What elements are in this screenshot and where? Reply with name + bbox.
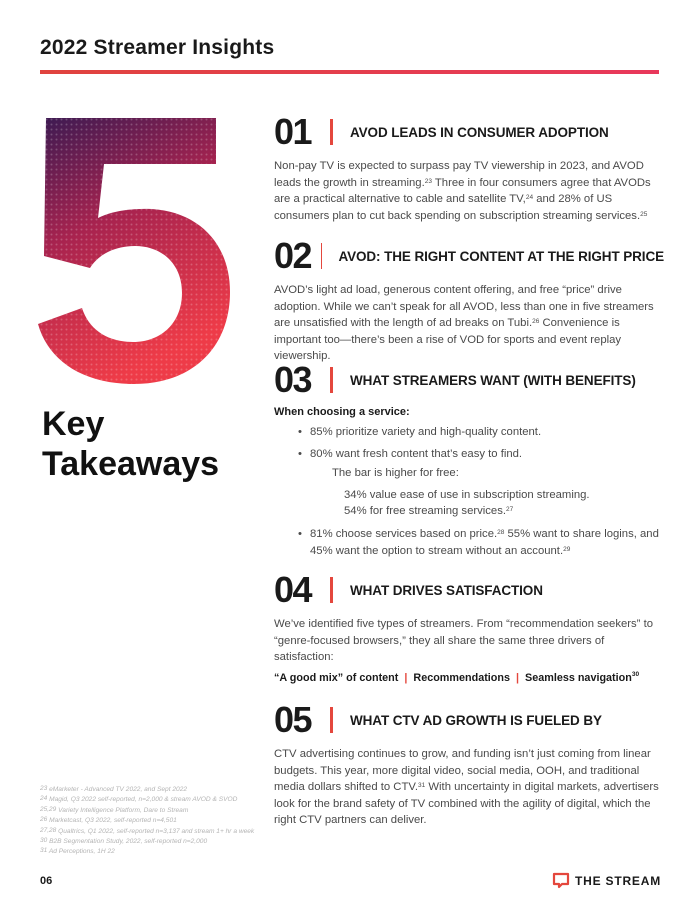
takeaway-number: 01 bbox=[274, 111, 312, 152]
footnote: $^{23}$ eMarketer - Advanced TV 2022, and Sept 2022 bbox=[40, 785, 188, 793]
takeaway-title: AVOD LEADS IN CONSUMER ADOPTION bbox=[350, 124, 609, 140]
key-takeaways-line1: Key bbox=[42, 405, 105, 443]
list-item: • 80% want fresh content that’s easy to find. bbox=[274, 446, 664, 463]
driver-navigation: Seamless navigation bbox=[525, 671, 632, 684]
takeaway-number: 04 bbox=[274, 569, 312, 610]
takeaway-subhead: When choosing a service: bbox=[274, 406, 410, 418]
list-item: • 85% prioritize variety and high-quality content. bbox=[274, 424, 664, 441]
driver-separator: | bbox=[515, 671, 520, 684]
takeaway-number: 02 bbox=[274, 235, 312, 276]
footnote: $^{30}$ B2B Segmentation Study, 2022, self-reported n=2,000 bbox=[40, 837, 208, 846]
takeaway-body: CTV advertising continues to grow, and funding isn’t just coming from linear budgets. This year, more digital video, social media, OOH, and traditional media dollars shifted to CTV.$^{31}$ With uncertainty in digital markets, advertisers look for the brand safety of TV combined with the agility of digital, which the right CTV partners can deliver. bbox=[274, 748, 659, 827]
stream-logo-icon bbox=[552, 872, 570, 889]
footnote: $^{26}$ Marketcast, Q3 2022, self-reported n=4,501 bbox=[40, 816, 177, 825]
brand-logo bbox=[552, 872, 661, 889]
takeaway-03 bbox=[274, 360, 664, 564]
footnotes bbox=[40, 785, 270, 858]
takeaway-title: WHAT DRIVES SATISFACTION bbox=[350, 582, 543, 598]
footnote: $^{31}$ Ad Perceptions, 1H 22 bbox=[40, 847, 115, 856]
takeaway-body: We’ve identified five types of streamers. From “recommendation seekers” to “genre-focused browsers,” they all share the same three drivers of satisfaction: bbox=[274, 618, 654, 664]
takeaway-number: 03 bbox=[274, 359, 312, 400]
takeaway-number: 05 bbox=[274, 699, 312, 740]
footnote: $^{25,29}$ Variety Intelligence Platform, Dare to Stream bbox=[40, 805, 189, 814]
accent-bar bbox=[330, 367, 333, 393]
page-number: 06 bbox=[40, 875, 53, 887]
accent-bar bbox=[330, 577, 333, 603]
accent-bar bbox=[330, 119, 333, 145]
driver-separator: | bbox=[404, 671, 408, 684]
takeaway-title: WHAT CTV AD GROWTH IS FUELED BY bbox=[350, 712, 602, 728]
key-takeaways-line2: Takeaways bbox=[42, 445, 220, 483]
takeaway-04 bbox=[274, 570, 664, 684]
takeaway-body: AVOD’s light ad load, generous content offering, and free “price” drive adoption. While we can’t speak for all AVOD, less than one in five streamers are unsatisfied with the length of ad breaks on Tubi.$^{26}$ Convenience is important too—there’s been a rise of VOD for sports and event replay viewership. bbox=[274, 284, 654, 363]
free-stat-line: 34% value ease of use in subscription streaming. bbox=[344, 488, 590, 501]
takeaway-05 bbox=[274, 700, 664, 829]
key-takeaways-heading bbox=[42, 404, 219, 484]
accent-bar bbox=[330, 707, 333, 733]
driver-recommendations: Recommendations bbox=[413, 671, 510, 684]
list-item: • 81% choose services based on price.$^{28}$ 55% want to share logins, and 45% want the option to stream without an account.$^{29}$ bbox=[274, 526, 664, 559]
driver-good-mix: “A good mix” of content bbox=[274, 671, 399, 684]
page-title: 2022 Streamer Insights bbox=[40, 36, 275, 59]
big-five-numeral bbox=[34, 112, 234, 392]
takeaway-02 bbox=[274, 236, 664, 365]
footnote: $^{27,28}$ Qualtrics, Q1 2022, self-reported n=3,137 and stream 1+ hr a week bbox=[40, 826, 255, 835]
free-stat-line: 54% for free streaming services.$^{27}$ bbox=[344, 505, 514, 518]
takeaway-body: Non-pay TV is expected to surpass pay TV viewership in 2023, and AVOD leads the growth in streaming.$^{23}$ Three in four consumers agree that AVODs are a practical alternative to cable and satellite TV,$^{24}$ and 28% of US consumers plan to cut back spending on subscription streaming services.$^{25}$ bbox=[274, 160, 651, 222]
takeaway-bullet-list bbox=[274, 526, 664, 559]
title-divider bbox=[40, 70, 659, 74]
footnote: $^{24}$ Magid, Q3 2022 self-reported, n=2,000 & stream AVOD & SVOD bbox=[40, 795, 238, 804]
takeaway-01 bbox=[274, 112, 664, 224]
takeaway-title: WHAT STREAMERS WANT (WITH BENEFITS) bbox=[350, 372, 636, 388]
takeaway-title: AVOD: THE RIGHT CONTENT AT THE RIGHT PRICE bbox=[338, 248, 664, 264]
satisfaction-drivers: “A good mix” of content | Recommendations | Seamless navigation$^{30}$ bbox=[274, 670, 640, 684]
free-bar-note: The bar is higher for free: bbox=[332, 467, 459, 480]
brand-name: THE STREAM bbox=[575, 873, 661, 888]
takeaway-bullet-list bbox=[274, 424, 664, 462]
